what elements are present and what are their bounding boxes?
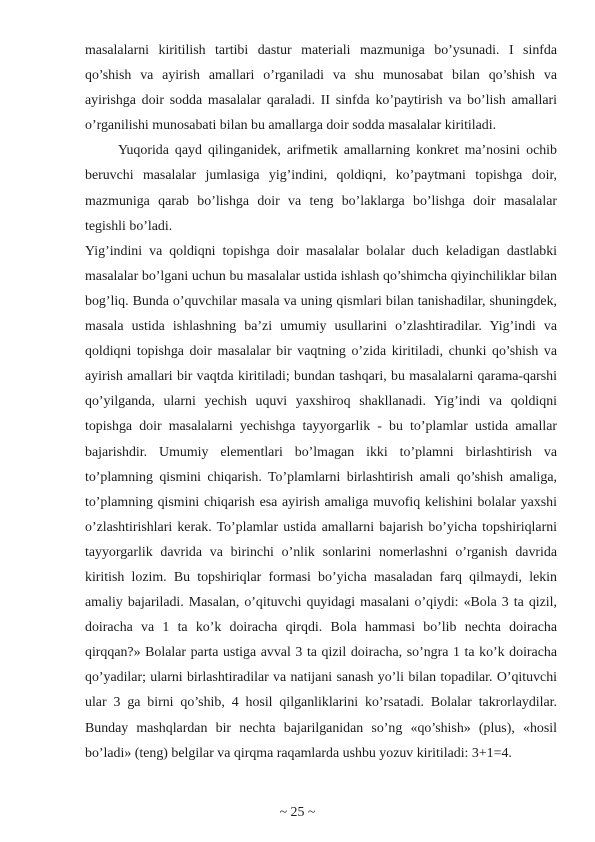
paragraph-2: Yuqorida qayd qilinganidek, arifmetik amallarning konkret ma’nosini ochib beruvchi masalalar jumlasiga yig’indini, qoldiqni, ko’paytmani topishga doir, mazmuniga qarab bo’lishga doir va teng bo’laklarga bo’lishga doir masalalar tegishli bo’ladi.	[85, 143, 557, 234]
page-body	[85, 38, 557, 766]
page-number: ~ 25 ~	[279, 805, 316, 820]
paragraph-1: masalalarni kiritilish tartibi dastur materiali mazmuniga bo’ysunadi. I sinfda qo’shish va ayirish amallari o’rganiladi va shu munosabat bilan qo’shish va ayirishga doir sodda masalalar qaraladi. II sinfda ko’paytirish va bo’lish amallari o’rganilishi munosabati bilan bu amallarga doir sodda masalalar kiritiladi.	[85, 43, 557, 134]
paragraph-3: Yig’indini va qoldiqni topishga doir masalalar bolalar duch keladigan dastlabki masalalar bo’lgani uchun bu masalalar ustida ishlash qo’shimcha qiyinchiliklar bilan bog’liq. Bunda o’quvchilar masala va uning qismlari bilan tanishadilar, shuningdek, masala ustida ishlashning ba’zi umumiy usullarini o’zlashtiradilar. Yig’indi va qoldiqni topishga doir masalalar bir vaqtning o’zida kiritiladi, chunki qo’shish va ayirish amallari bir vaqtda kiritiladi; bundan tashqari, bu masalalarni qarama-qarshi qo’yilganda, ularni yechish uquvi yaxshiroq shakllanadi. Yig’indi va qoldiqni topishga doir masalalarni yechishga tayyorgarlik - bu to’plamlar ustida amallar bajarishdir. Umumiy elementlari bo’lmagan ikki to’plamni birlashtirish va to’plamning qismini chiqarish. To’plamlarni birlashtirish amali qo’shish amaliga, to’plamning qismini chiqarish esa ayirish amaliga muvofiq kelishini bolalar yaxshi o’zlashtirishlari kerak. To’plamlar ustida amallarni bajarish bo’yicha topshiriqlarni tayyorgarlik davrida va birinchi o’nlik sonlarini nomerlashni o’rganish davrida kiritish lozim. Bu topshiriqlar formasi bo’yicha masaladan farq qilmaydi, lekin amaliy bajariladi. Masalan, o’qituvchi quyidagi masalani o’qiydi: «Bola 3 ta qizil, doiracha va 1 ta ko’k doiracha qirqdi. Bola hammasi bo’lib nechta doiracha qirqqan?» Bolalar parta ustiga avval 3 ta qizil doiracha, so’ngra 1 ta ko’k doiracha qo’yadilar; ularni birlashtiradilar va natijani sanash yo’li bilan topadilar. O’qituvchi ular 3 ga birni qo’shib, 4 hosil qilganliklarini ko’rsatadi. Bolalar takrorlaydilar. Bunday mashqlardan bir nechta bajarilganidan so’ng «qo’shish» (plus), «hosil bo’ladi» (teng) belgilar va qirqma raqamlarda ushbu yozuv kiritiladi: 3+1=4.	[85, 243, 557, 761]
